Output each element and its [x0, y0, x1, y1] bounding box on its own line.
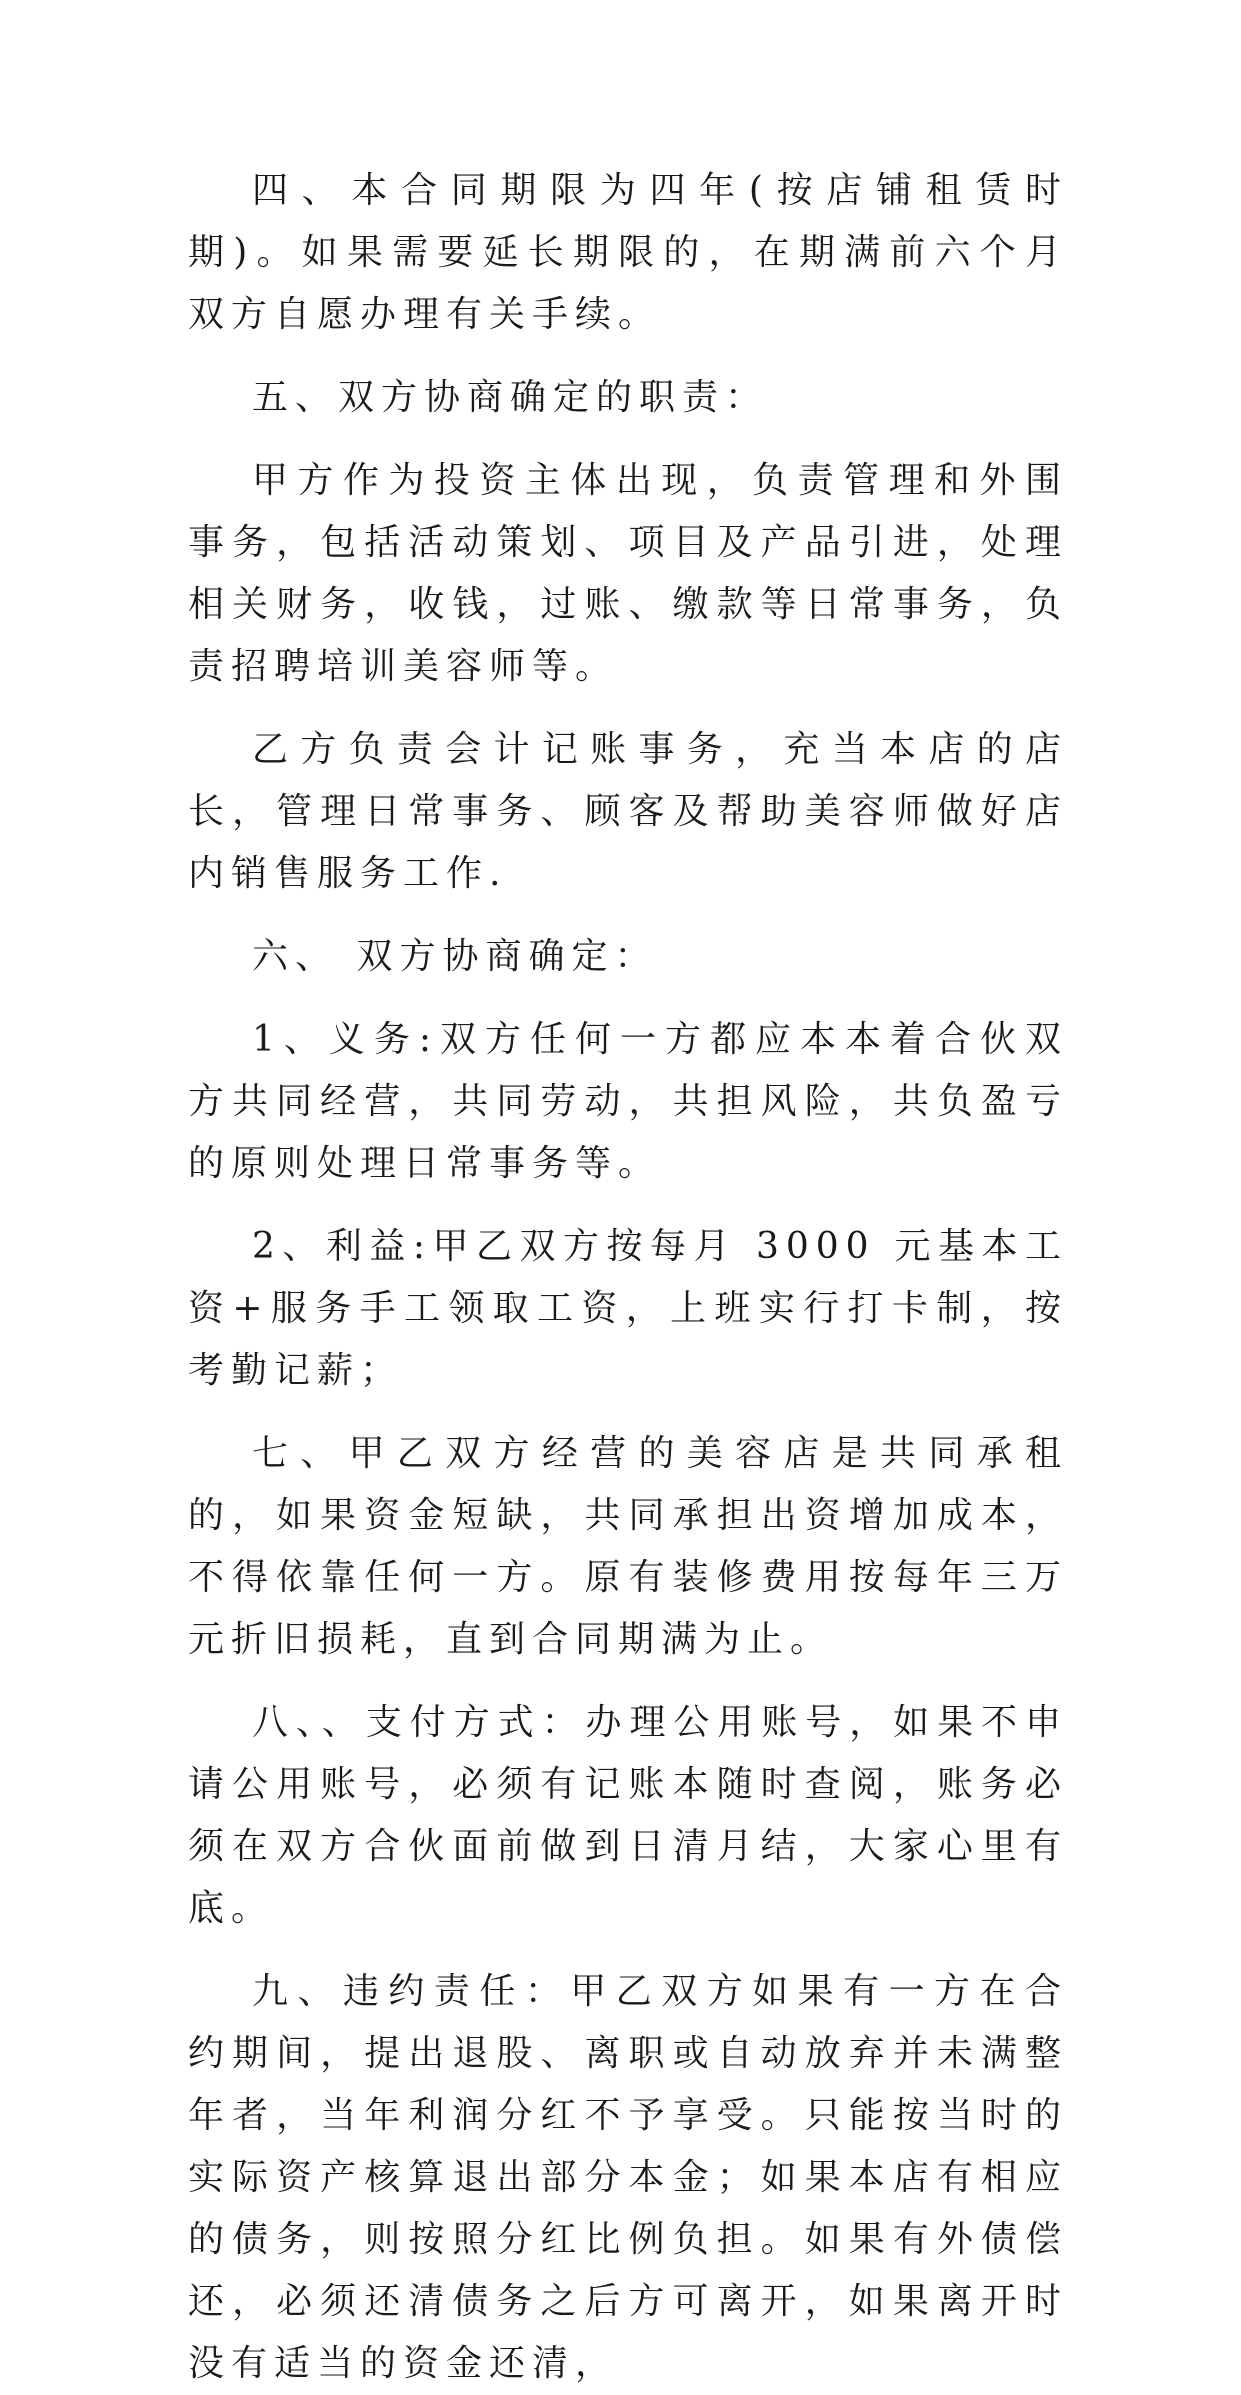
paragraph-breach-liability: 九、违约责任：甲乙双方如果有一方在合约期间，提出退股、离职或自动放弃并未满整年者，当年利润分红不予享受。只能按当时的实际资产核算退出部分本金；如果本店有相应的债务，则按照分红比例负担。如果有外债偿还，必须还清债务之后方可离开，如果离开时没有适当的资金还清，	[188, 1971, 1068, 2384]
paragraph-party-a-duties: 甲方作为投资主体出现，负责管理和外围事务，包括活动策划、项目及产品引进，处理相关财务，收钱，过账、缴款等日常事务，负责招聘培训美容师等。	[188, 460, 1068, 687]
paragraph-term: 四、本合同期限为四年(按店铺租赁时期)。如果需要延长期限的，在期满前六个月双方自愿办理有关手续。	[188, 170, 1068, 335]
paragraph-obligations: 1、义务:双方任何一方都应本本着合伙双方共同经营，共同劳动，共担风险，共负盈亏的原则处理日常事务等。	[188, 1019, 1068, 1184]
paragraph-payment-method: 八、、支付方式：办理公用账号，如果不申请公用账号，必须有记账本随时查阅，账务必须在双方合伙面前做到日清月结，大家心里有底。	[188, 1702, 1068, 1929]
paragraph-joint-lease: 七、甲乙双方经营的美容店是共同承租的，如果资金短缺，共同承担出资增加成本，不得依靠任何一方。原有装修费用按每年三万元折旧损耗，直到合同期满为止。	[188, 1433, 1068, 1660]
paragraph-benefits: 2、利益:甲乙双方按每月 3000 元基本工资+服务手工领取工资，上班实行打卡制，按考勤记薪；	[188, 1226, 1068, 1391]
paragraph-party-b-duties: 乙方负责会计记账事务，充当本店的店长，管理日常事务、顾客及帮助美容师做好店内销售服务工作.	[188, 729, 1068, 894]
paragraph-duties-heading: 五、双方协商确定的职责：	[252, 377, 769, 418]
paragraph-agreement-heading: 六、 双方协商确定：	[252, 936, 658, 977]
document-body	[188, 160, 1068, 2395]
